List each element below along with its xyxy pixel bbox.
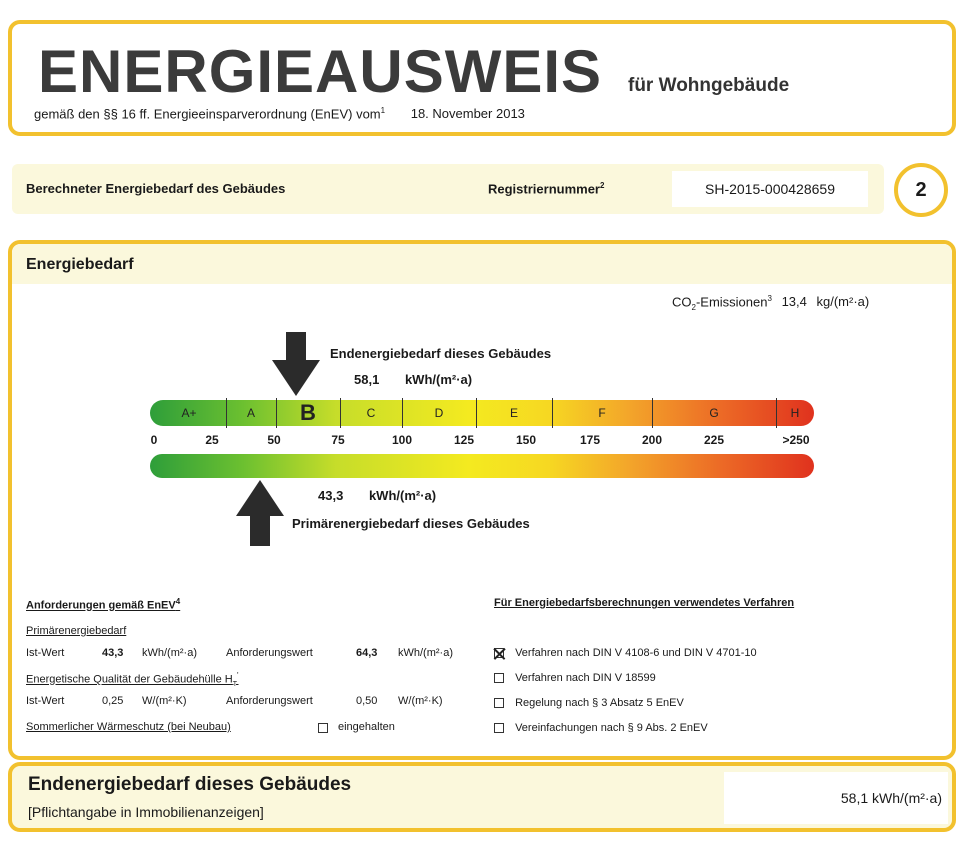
method-checkbox[interactable] — [494, 673, 504, 683]
footer-note: [Pflichtangabe in Immobilienanzeigen] — [28, 804, 264, 820]
class-label-b-active: B — [300, 400, 316, 425]
primary-energy-arrow — [236, 480, 284, 546]
summer-protection-checkbox[interactable] — [318, 723, 328, 733]
requirements-title: Anforderungen gemäß EnEV$^4$ — [26, 597, 181, 612]
class-label-a: A — [246, 406, 255, 420]
energy-section-title: Energiebedarf — [26, 256, 134, 273]
end-energy-label: Endenergiebedarf dieses Gebäudes — [330, 346, 552, 361]
energy-section-header — [12, 244, 952, 284]
class-label-g: G — [709, 406, 719, 420]
regulation-line: gemäß den §§ 16 ff. Energieeinsparverordnung (EnEV) vom$^1$ 18. November 2013 — [34, 106, 525, 122]
scale-tick: 50 — [267, 433, 281, 447]
footer-box — [8, 762, 956, 832]
regulation-date: 18. November 2013 — [410, 106, 525, 122]
scale-tick: 25 — [205, 433, 219, 447]
primary-demand-heading: Primärenergiebedarf — [26, 625, 127, 637]
info-bar — [12, 164, 884, 214]
method-item: Regelung nach § 3 Absatz 5 EnEV — [494, 697, 684, 709]
primary-energy-label: Primärenergiebedarf dieses Gebäudes — [292, 516, 530, 531]
scale-tick: 225 — [703, 433, 725, 447]
class-label-d: D — [434, 406, 444, 420]
class-label-f: F — [598, 406, 606, 420]
envelope-quality-heading: Energetische Qualität der Gebäudehülle $H_T'$ — [26, 671, 239, 688]
co2-emissions: $CO_2-Emissionen^3$ 13,4 kg/(m²·a) — [672, 294, 870, 312]
scale-separator — [476, 398, 477, 428]
end-energy-arrow — [272, 332, 320, 398]
scale-tick: >250 — [782, 433, 810, 447]
method-checkbox-checked[interactable] — [494, 648, 504, 658]
scale-separator — [402, 398, 403, 428]
header-box — [8, 20, 956, 136]
scale-tick: 200 — [641, 433, 663, 447]
scale-tick: 150 — [515, 433, 537, 447]
methods-title: Für Energiebedarfsberechnungen verwendetes Verfahren — [494, 597, 795, 609]
primary-energy-value: 43,3 kWh/(m²·a) — [318, 488, 437, 503]
page-number-badge: 2 — [894, 163, 948, 217]
end-energy-value: 58,1 kWh/(m²·a) — [354, 372, 473, 387]
primary-demand-row: Ist-Wert 43,3 kWh/(m²·a) Anforderungswert 64,3 kWh/(m²·a) — [26, 647, 453, 659]
method-item: Vereinfachungen nach § 9 Abs. 2 EnEV — [494, 722, 708, 734]
scale-separator — [552, 398, 553, 428]
registration-number: SH-2015-000428659 — [672, 171, 868, 207]
class-label-c: C — [366, 406, 376, 420]
scale-tick: 100 — [391, 433, 413, 447]
scale-tick: 125 — [453, 433, 475, 447]
footer-value: 58,1 kWh/(m²·a) — [840, 790, 942, 806]
primary-energy-scale-bar — [150, 454, 814, 478]
scale-tick: 75 — [331, 433, 345, 447]
document-title: ENERGIEAUSWEIS — [38, 38, 603, 105]
method-checkbox[interactable] — [494, 723, 504, 733]
scale-tick: 0 — [150, 433, 158, 447]
envelope-quality-row: Ist-Wert 0,25 W/(m²·K) Anforderungswert 0,50 W/(m²·K) — [26, 695, 443, 707]
scale-separator — [226, 398, 227, 428]
scale-separator — [776, 398, 777, 428]
class-label-a-plus: A+ — [181, 406, 197, 420]
method-item: Verfahren nach DIN V 4108-6 und DIN V 4701-10 — [494, 647, 757, 659]
scale-separator — [340, 398, 341, 428]
method-checkbox[interactable] — [494, 698, 504, 708]
document-subtitle: für Wohngebäude — [628, 75, 790, 96]
scale-separator — [652, 398, 653, 428]
footer-title: Endenergiebedarf dieses Gebäudes — [28, 774, 352, 795]
summer-protection-row: Sommerlicher Wärmeschutz (bei Neubau) eingehalten — [26, 721, 395, 733]
info-bar-label: Berechneter Energiebedarf des Gebäudes — [26, 181, 286, 196]
method-item: Verfahren nach DIN V 18599 — [494, 672, 656, 684]
scale-separator — [276, 398, 277, 428]
scale-tick: 175 — [579, 433, 601, 447]
class-label-e: E — [509, 406, 518, 420]
class-label-h: H — [790, 406, 800, 420]
registration-label: Registriernummer$^2$ — [488, 181, 605, 197]
